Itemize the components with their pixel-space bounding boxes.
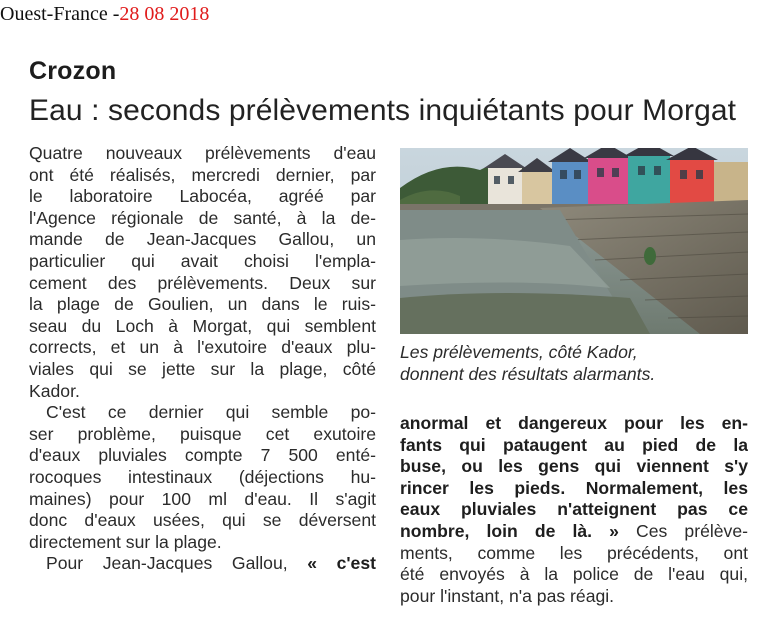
text-line (29, 553, 376, 575)
quote-line: fants qui pataugent au pied de la (400, 434, 748, 455)
text-line: seau du Loch à Morgat, qui semblent (29, 315, 376, 336)
text-line: C'est ce dernier qui semble po- (46, 402, 376, 423)
quote-start: « c'est (307, 553, 376, 574)
quote-line: buse, ou les gens qui viennent s'y (400, 456, 748, 477)
text-line (400, 521, 748, 543)
text-fragment: Ces prélève- (618, 520, 748, 541)
text-fragment: Pour Jean-Jacques Gallou, (46, 553, 288, 574)
text-line: cement des prélèvements. Deux sur (29, 272, 376, 293)
text-line: ser problème, puisque cet exutoire (29, 423, 376, 444)
text-line: particulier qui avait choisi l'empla- (29, 250, 376, 271)
text-line: Kador. (29, 380, 80, 401)
source-date: 28 08 2018 (119, 3, 210, 25)
text-line: l'Agence régionale de santé, à la de- (29, 207, 376, 228)
source-name: Ouest-France - (0, 3, 120, 25)
source-line (0, 3, 209, 26)
quote-line: eaux pluviales n'atteignent pas ce (400, 499, 748, 520)
text-line: le laboratoire Labocéa, agréé par (29, 186, 376, 207)
text-line: donc d'eaux usées, qui se déversent (29, 510, 376, 531)
caption-line: donnent des résultats alarmants. (400, 364, 656, 384)
text-line: corrects, et un à l'exutoire d'eaux plu- (29, 337, 376, 358)
section-title: Crozon (29, 57, 117, 85)
text-line: maines) pour 100 ml d'eau. Il s'agit (29, 488, 376, 509)
text-line: ont été réalisés, mercredi dernier, par (29, 164, 376, 185)
quote-line: rincer les pieds. Normalement, les (400, 477, 748, 498)
photo-caption (400, 341, 748, 385)
harbor-photo (400, 148, 748, 334)
text-line: la plage de Goulien, un dans le ruis- (29, 294, 376, 315)
text-line: ments, comme les précédents, ont (400, 542, 748, 563)
harbor-photo-drawing (400, 148, 748, 334)
text-line: rocoques intestinaux (déjections hu- (29, 466, 376, 487)
article-headline: Eau : seconds prélèvements inquiétants pour Morgat (29, 94, 737, 127)
text-line: viales qui se jette sur la plage, côté (29, 358, 376, 379)
caption-line: Les prélèvements, côté Kador, (400, 342, 638, 362)
quote-end: nombre, loin de là. » (400, 520, 619, 541)
article-column-left (29, 143, 376, 575)
text-line: directement sur la plage. (29, 531, 222, 552)
quote-line: anormal et dangereux pour les en- (400, 413, 748, 433)
text-line: mande de Jean-Jacques Gallou, un (29, 229, 376, 250)
text-line: d'eaux pluviales compte 7 500 enté- (29, 445, 376, 466)
article-column-right (400, 413, 748, 607)
text-line: pour l'instant, n'a pas réagi. (400, 585, 615, 606)
text-line: Quatre nouveaux prélèvements d'eau (29, 143, 376, 163)
text-line: été envoyés à la police de l'eau qui, (400, 564, 748, 585)
